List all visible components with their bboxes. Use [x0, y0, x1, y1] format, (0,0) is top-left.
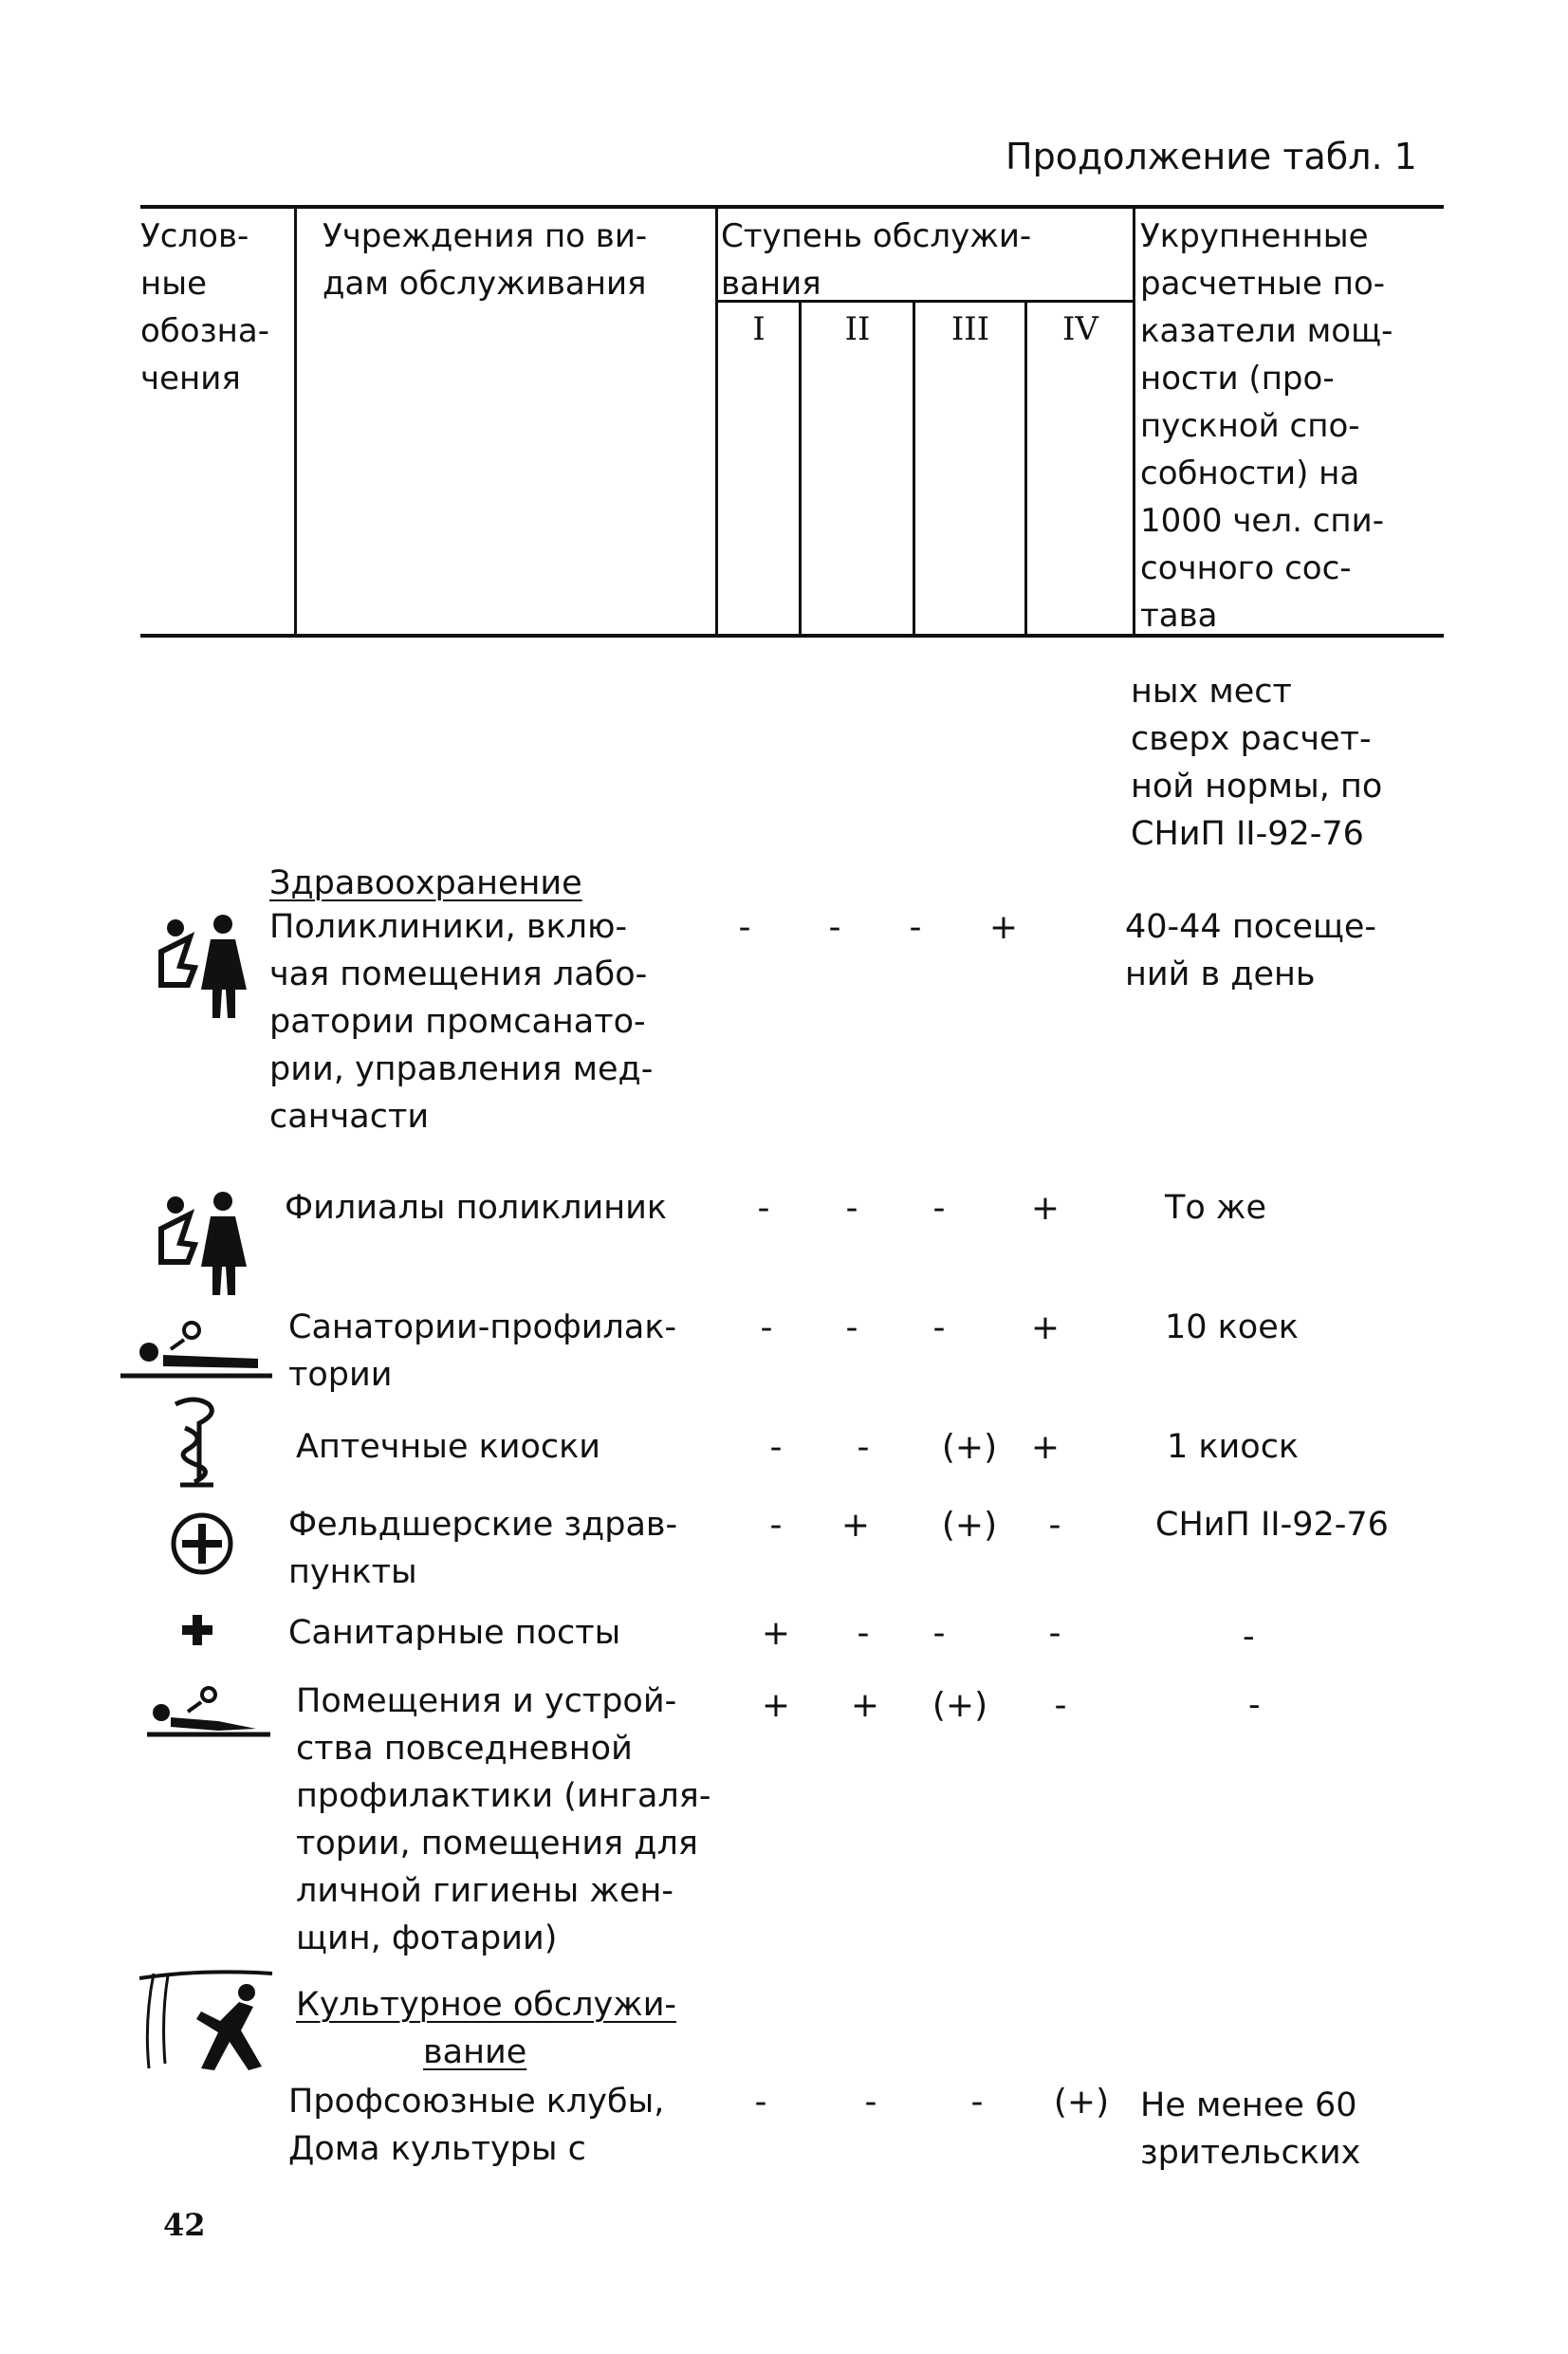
- level-mark: -: [1048, 1614, 1061, 1653]
- cross-icon: [178, 1611, 216, 1649]
- caduceus-icon: [166, 1395, 223, 1490]
- level-mark: -: [769, 1428, 783, 1467]
- row-name: Филиалы поликлиник: [285, 1189, 668, 1227]
- level-mark: (+): [1053, 2083, 1110, 2122]
- level-mark: -: [970, 2083, 984, 2122]
- level-mark: (+): [941, 1506, 998, 1545]
- level-iv: IV: [1062, 310, 1098, 348]
- level-mark: (+): [932, 1686, 988, 1725]
- theatre-figure-icon: [135, 1964, 277, 2078]
- page-number: 42: [163, 2207, 206, 2243]
- level-iii: III: [950, 310, 990, 348]
- level-mark: -: [932, 1614, 946, 1653]
- section-culture-cont: вание: [423, 2033, 527, 2071]
- row-value: СНиП II-92-76: [1155, 1506, 1389, 1544]
- level-mark: -: [909, 908, 922, 947]
- header-top-rule: [140, 205, 1444, 209]
- level-mark: +: [850, 1686, 880, 1725]
- row-name: Профсоюзные клубы, Дома культуры с: [288, 2083, 665, 2168]
- level-mark: -: [760, 1308, 773, 1347]
- level-mark: -: [932, 1308, 946, 1347]
- level-mark: +: [761, 1686, 791, 1725]
- divider: [913, 302, 915, 636]
- level-mark: -: [738, 908, 751, 947]
- level-mark: -: [857, 1428, 870, 1467]
- header-indicators: Укрупненные расчетные по- казатели мощ- ности (про- пускной спо- собности) на 1000 чел. спи- сочного сос- тава: [1140, 217, 1393, 635]
- row-name: Санатории-профилак- тории: [288, 1308, 677, 1394]
- level-mark: -: [932, 1189, 946, 1228]
- level-mark: -: [845, 1308, 858, 1347]
- row-value: -: [1248, 1686, 1261, 1724]
- level-ii: II: [844, 310, 871, 348]
- level-mark: +: [1030, 1308, 1061, 1347]
- divider: [1133, 207, 1135, 636]
- row-name: Помещения и устрой- ства повседневной профилактики (ингаля- тории, помещения для личной гигиены жен- щин, фотарии): [296, 1682, 711, 1957]
- level-i: I: [752, 310, 766, 348]
- level-mark: +: [840, 1506, 871, 1545]
- row-name: Поликлиники, вклю- чая помещения лабо- ратории промсанато- рии, управления мед- санчасти: [269, 908, 654, 1136]
- header-symbols: Услов- ные обозна- чения: [140, 217, 269, 398]
- level-mark: +: [761, 1614, 791, 1653]
- level-mark: -: [857, 1614, 870, 1653]
- level-mark: -: [828, 908, 841, 947]
- level-mark: -: [754, 2083, 767, 2122]
- divider: [799, 302, 802, 636]
- level-mark: -: [864, 2083, 877, 2122]
- reclining-patient-icon: [116, 1309, 277, 1385]
- level-mark: -: [757, 1189, 770, 1228]
- section-culture: Культурное обслужи-: [296, 1986, 677, 2024]
- level-mark: (+): [941, 1428, 998, 1467]
- level-mark: -: [845, 1189, 858, 1228]
- divider: [294, 207, 297, 636]
- reclining-patient-icon: [142, 1679, 275, 1746]
- circled-cross-icon: [169, 1511, 235, 1577]
- row-name: Фельдшерские здрав- пункты: [288, 1506, 678, 1591]
- row-name: Санитарные посты: [288, 1614, 621, 1652]
- row-value: 40-44 посеще- ний в день: [1125, 908, 1377, 993]
- row-value: Не менее 60 зрительских: [1140, 2086, 1361, 2172]
- row-value: -: [1243, 1618, 1255, 1656]
- level-mark: -: [1054, 1686, 1067, 1725]
- level-mark: -: [1048, 1506, 1061, 1545]
- divider: [1024, 302, 1027, 636]
- doctor-patient-icon: [152, 1186, 266, 1300]
- row-value: 1 киоск: [1167, 1428, 1300, 1466]
- level-mark: +: [1030, 1189, 1061, 1228]
- row-name: Аптечные киоски: [296, 1428, 601, 1466]
- doctor-patient-icon: [152, 909, 266, 1023]
- level-mark: -: [769, 1506, 783, 1545]
- table-caption: Продолжение табл. 1: [1005, 136, 1417, 177]
- level-mark: +: [1030, 1428, 1061, 1467]
- row-value: То же: [1165, 1189, 1266, 1227]
- header-institutions: Учреждения по ви- дам обслуживания: [323, 217, 648, 303]
- level-mark: +: [988, 908, 1019, 947]
- divider: [715, 207, 718, 636]
- row-value: 10 коек: [1165, 1308, 1299, 1346]
- continuation-note: ных мест сверх расчет- ной нормы, по СНиП II-92-76: [1131, 673, 1383, 853]
- header-service-level: Ступень обслужи- вания: [721, 217, 1032, 303]
- section-health: Здравоохранение: [269, 864, 582, 902]
